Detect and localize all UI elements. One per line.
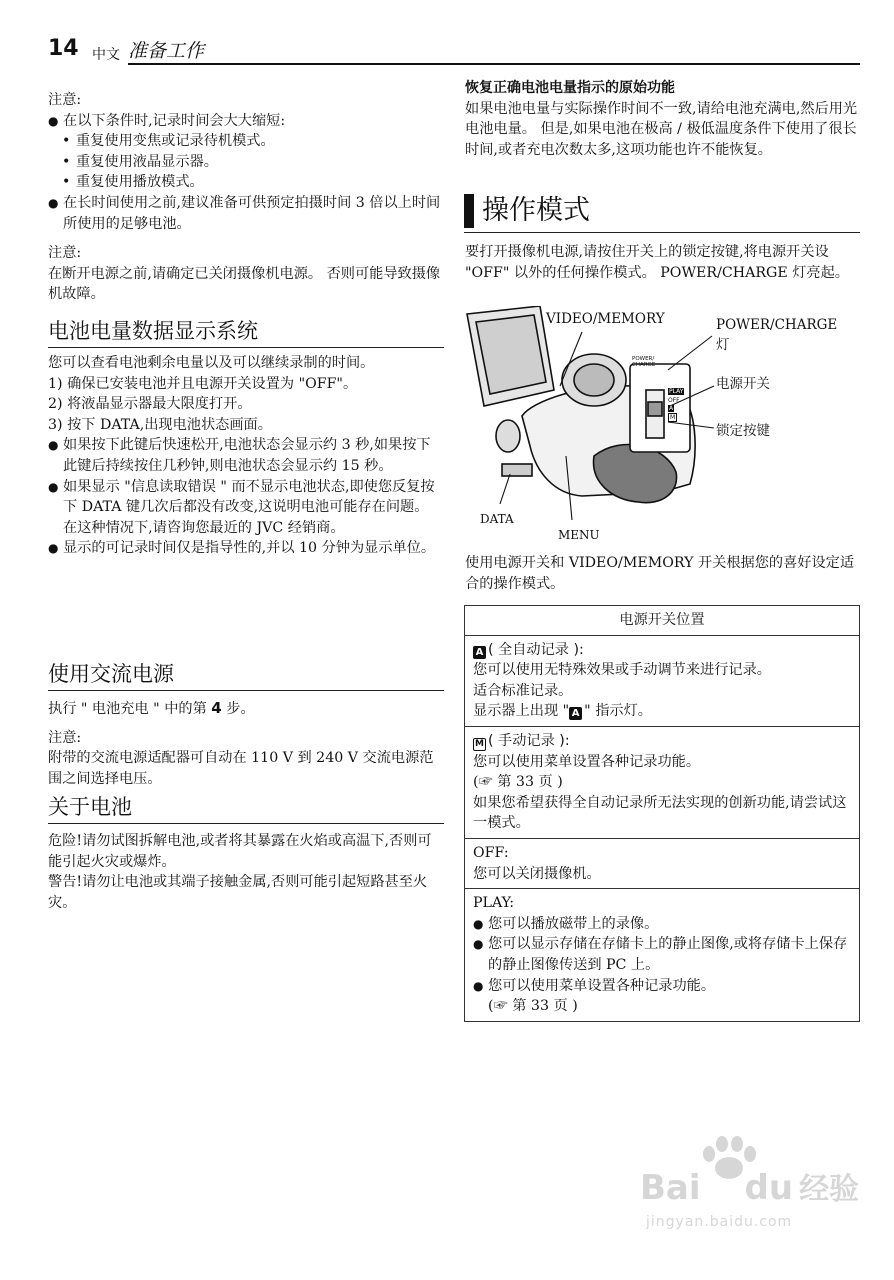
note-subitem: • 重复使用变焦或记录待机模式。: [48, 131, 443, 152]
heading-bar: [464, 194, 474, 228]
inset-off: OFF: [668, 397, 680, 404]
auto-line: 您可以使用无特殊效果或手动调节来进行记录。: [473, 662, 771, 679]
section-rule: [48, 823, 444, 824]
note-text: 附带的交流电源适配器可自动在 110 V 到 240 V 交流电源范围之间选择电压。: [48, 750, 434, 787]
battery-step: 1) 确保已安装电池并且电源开关设置为 "OFF"。: [48, 375, 358, 392]
note-2: [48, 243, 443, 305]
battery-bullet: ● 如果显示 "信息读取错误 " 而不显示电池状态,即使您反复按下 DATA 键几次后都没有改变,这说明电池可能存在问题。 在这种情况下,请咨询您最近的 JVC 经销商。: [48, 477, 443, 539]
label-data: DATA: [480, 512, 514, 526]
off-title: OFF:: [473, 844, 509, 861]
note-label: 注意:: [48, 729, 82, 746]
watermark-brand-left: Bai: [640, 1168, 701, 1208]
inset-play: PLAY: [669, 388, 684, 395]
section-heading-battery-data: 电池电量数据显示系统: [48, 319, 258, 343]
battery-intro: 您可以查看电池剩余电量以及可以继续录制的时间。: [48, 355, 375, 371]
manual-ref: (☞ 第 33 页 ): [473, 774, 563, 791]
ac-step-number: 4: [211, 699, 222, 717]
camcorder-illustration: [462, 306, 862, 544]
restore-section: [465, 78, 860, 160]
note-label: 注意:: [48, 245, 82, 261]
section-heading-ac-power: 使用交流电源: [48, 662, 174, 686]
manual-title: ( 手动记录 ):: [488, 732, 570, 749]
camcorder-figure: [462, 306, 862, 544]
battery-step: 3) 按下 DATA,出现电池状态画面。: [48, 416, 272, 433]
danger-text: 危险!请勿试图拆解电池,或者将其暴露在火焰或高温下,否则可能引起火灾或爆炸。: [48, 833, 432, 870]
section-rule: [48, 347, 444, 348]
label-power-switch: 电源开关: [716, 376, 770, 392]
ac-step-text: 执行 " 电池充电 " 中的第: [48, 701, 207, 717]
page-number: 14: [48, 36, 79, 61]
watermark-brand-cn: 经验: [799, 1172, 860, 1207]
header-language: 中文: [92, 47, 120, 63]
header-rule: [128, 63, 860, 65]
note-1: [48, 90, 443, 234]
power-switch-table: [464, 605, 860, 1022]
restore-text: 如果电池电量与实际操作时间不一致,请给电池充满电,然后用光电池电量。 但是,如果电池在极高 / 极低温度条件下使用了很长时间,或者充电次数太多,这项功能也许不能恢复。: [465, 100, 858, 158]
auto-line: 适合标准记录。: [473, 682, 573, 699]
inset-m: M: [670, 414, 676, 421]
table-row-manual: [465, 726, 860, 838]
label-power-charge: POWER/CHARGE: [716, 317, 838, 333]
play-bullet: ● 您可以显示存储在存储卡上的静止图像,或将存储卡上保存的静止图像传送到 PC 上。: [473, 934, 851, 975]
battery-bullet: ● 显示的可记录时间仅是指导性的,并以 10 分钟为显示单位。: [48, 538, 443, 559]
auto-indicator-line: [473, 701, 851, 722]
note-text: 在断开电源之前,请确定已关闭摄像机电源。 否则可能导致摄像机故障。: [48, 265, 441, 303]
section-heading-op-mode: 操作模式: [482, 195, 590, 226]
restore-heading: 恢复正确电池电量指示的原始功能: [465, 80, 675, 96]
label-menu: MENU: [558, 528, 600, 542]
figure-caption: 使用电源开关和 VIDEO/MEMORY 开关根据您的喜好设定适合的操作模式。: [465, 555, 855, 592]
watermark-brand-right: du: [744, 1168, 794, 1208]
auto-mode-icon: A: [473, 646, 486, 659]
auto-title: ( 全自动记录 ):: [488, 641, 584, 658]
label-lamp: 灯: [716, 337, 730, 353]
table-row-off: [465, 838, 860, 888]
note-subitem: • 重复使用播放模式。: [48, 172, 443, 193]
auto-indicator-icon: A: [569, 707, 582, 720]
op-mode-intro: 要打开摄像机电源,请按住开关上的锁定按键,将电源开关设 "OFF" 以外的任何操作模式。 POWER/CHARGE 灯亮起。: [465, 244, 849, 281]
table-row-play: [465, 889, 860, 1022]
auto-indicator-text: 显示器上出现 ": [473, 703, 570, 720]
warning-text: 警告!请勿让电池或其端子接触金属,否则可能引起短路甚至火灾。: [48, 874, 428, 911]
battery-data-body: [48, 353, 443, 559]
label-video-memory: VIDEO/MEMORY: [546, 311, 665, 327]
manual-title-line: [473, 731, 851, 752]
play-bullet: ● 您可以播放磁带上的录像。: [473, 914, 851, 935]
inset-power-charge: POWER/ CHARGE: [632, 356, 656, 368]
manual-mode-icon: M: [473, 738, 486, 751]
note-bullet: ● 在长时间使用之前,建议准备可供预定拍摄时间 3 倍以上时间所使用的足够电池。: [48, 193, 443, 234]
play-title: PLAY:: [473, 895, 515, 912]
battery-bullet: ● 如果按下此键后快速松开,电池状态会显示约 3 秒,如果按下此键后持续按住几秒钟,则电池状态会显示约 15 秒。: [48, 435, 443, 476]
table-row-auto: [465, 635, 860, 726]
ac-step-suffix: 步。: [226, 701, 255, 717]
ac-step-line: [48, 698, 443, 720]
label-lock-button: 锁定按键: [716, 423, 770, 439]
auto-indicator-suffix: " 指示灯。: [584, 703, 652, 720]
watermark-brand: [640, 1164, 859, 1208]
battery-step: 2) 将液晶显示器最大限度打开。: [48, 396, 252, 413]
note-subitem: • 重复使用液晶显示器。: [48, 152, 443, 173]
section-heading-about-battery: 关于电池: [48, 795, 132, 819]
table-title: 电源开关位置: [465, 606, 860, 636]
chapter-title: 准备工作: [128, 40, 205, 62]
inset-a: A: [669, 405, 674, 412]
note-bullet: ● 在以下条件时,记录时间会大大缩短:: [48, 111, 443, 132]
note-label: 注意:: [48, 92, 82, 108]
watermark-url: jingyan.baidu.com: [646, 1214, 793, 1230]
manual-line: 您可以使用菜单设置各种记录功能。: [473, 753, 701, 770]
play-bullet: ● 您可以使用菜单设置各种记录功能。: [473, 976, 851, 997]
manual-line: 如果您希望获得全自动记录所无法实现的创新功能,请尝试这一模式。: [473, 794, 847, 832]
section-rule: [464, 232, 860, 233]
section-rule: [48, 690, 444, 691]
auto-title-line: [473, 640, 851, 661]
about-battery-body: [48, 831, 443, 913]
off-text: 您可以关闭摄像机。: [473, 865, 601, 882]
play-ref: (☞ 第 33 页 ): [488, 998, 578, 1015]
ac-power-body: [48, 698, 443, 789]
